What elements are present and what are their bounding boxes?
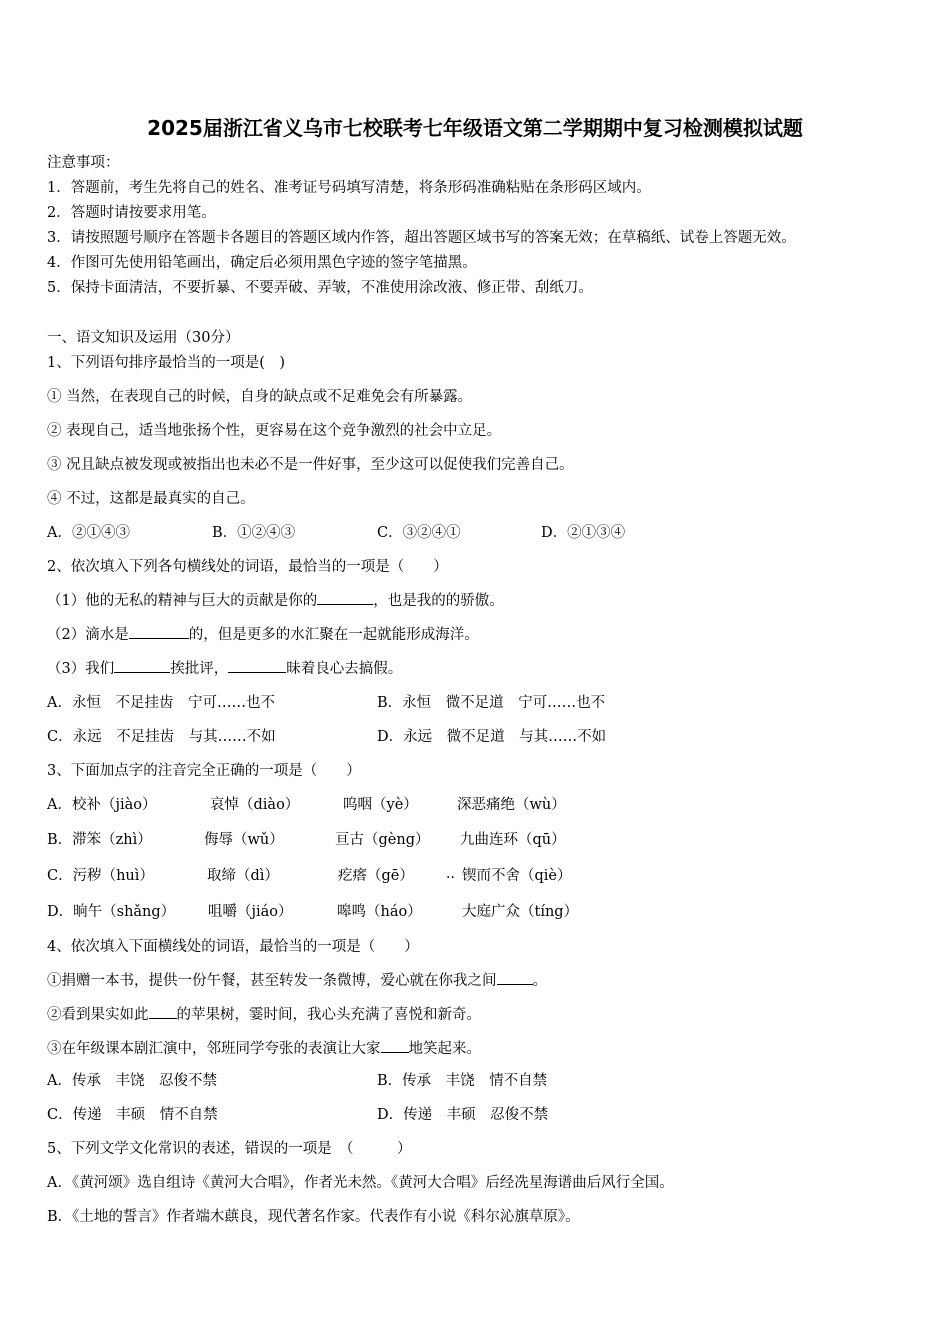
q1-stem: 1、下列语句排序最恰当的一项是( ) xyxy=(47,355,286,371)
fill-blank xyxy=(381,1038,409,1053)
q5-stem: 5、下列文学文化常识的表述，错误的一项是 （ ） xyxy=(47,1141,412,1157)
q2-sentence-2 xyxy=(47,623,479,644)
q3-option-a-word: 深恶痛绝（wù） xyxy=(457,797,566,813)
q4-s1-text-a: ①捐赠一本书，提供一份午餐，甚至转发一条微博，爱心就在你我之间 xyxy=(47,973,497,989)
q4-s3-text-b: 地笑起来。 xyxy=(408,1041,481,1057)
q5-option-a: A．《黄河颂》选自组诗《黄河大合唱》，作者光未然。《黄河大合唱》后经冼星海谱曲后风行全国。 xyxy=(47,1175,674,1191)
q4-stem: 4、依次填入下面横线处的词语，最恰当的一项是（ ） xyxy=(47,939,419,955)
q2-s2-text-a: （2）滴水是 xyxy=(47,627,129,643)
q1-option-a: A．②①④③ xyxy=(47,525,130,541)
q2-option-c: C．永远 不足挂齿 与其……不如 xyxy=(47,729,276,745)
q3-option-c-word: 疙瘩（gē） xyxy=(338,868,414,884)
q2-s3-text-c: 昧着良心去搞假。 xyxy=(286,661,403,677)
q3-option-c-word: 锲而不舍（qiè） xyxy=(462,868,572,884)
q3-option-b-word: 侮辱（wǔ） xyxy=(204,832,284,848)
q1-sentence: ② 表现自己，适当地张扬个性，更容易在这个竞争激烈的社会中立足。 xyxy=(47,423,502,439)
q4-option-b: B．传承 丰饶 情不自禁 xyxy=(377,1073,548,1089)
q3-option-d-word: 嗥鸣（háo） xyxy=(337,904,422,920)
q3-option-d-word: 咀嚼（jiáo） xyxy=(208,904,293,920)
q2-s2-text-b: 的，但是更多的水汇聚在一起就能形成海洋。 xyxy=(188,627,479,643)
q2-sentence-1 xyxy=(47,589,504,610)
q4-option-d: D．传递 丰硕 忍俊不禁 xyxy=(377,1107,549,1123)
q2-s1-text-a: （1）他的无私的精神与巨大的贡献是你的 xyxy=(47,593,318,609)
q4-option-a: A．传承 丰饶 忍俊不禁 xyxy=(47,1073,217,1089)
fill-blank xyxy=(129,624,189,639)
notice-item: 2．答题时请按要求用笔。 xyxy=(47,205,216,221)
notice-item: 5．保持卡面清洁，不要折暴、不要弄破、弄皱，不准使用涂改液、修正带、刮纸刀。 xyxy=(47,280,593,296)
q3-option-c: C．污秽（huì） xyxy=(47,868,154,884)
q4-sentence-3 xyxy=(47,1037,481,1058)
q3-option-b: B．滞笨（zhì） xyxy=(47,832,152,848)
q4-s1-text-b: 。 xyxy=(532,973,547,989)
fill-blank xyxy=(497,970,533,985)
q3-option-a-word: 呜咽（yè） xyxy=(343,797,418,813)
q4-s2-text-a: ②看到果实如此 xyxy=(47,1007,149,1023)
q3-option-d-word: 大庭广众（tíng） xyxy=(462,904,579,920)
q3-option-a: A．校补（jiào） xyxy=(47,797,157,813)
fill-blank xyxy=(114,658,170,673)
q2-option-d: D．永远 微不足道 与其……不如 xyxy=(377,729,607,745)
q4-sentence-1 xyxy=(47,969,547,990)
fill-blank xyxy=(317,590,373,605)
section-heading: 一、语文知识及运用（30分） xyxy=(47,330,240,346)
q3-stem: 3、下面加点字的注音完全正确的一项是（ ） xyxy=(47,763,361,779)
q1-option-b: B．①②④③ xyxy=(212,525,296,541)
q3-option-a-word: 哀悼（diào） xyxy=(210,797,300,813)
q2-s1-text-b: ，也是我的的骄傲。 xyxy=(373,593,504,609)
q2-s3-text-b: 挨批评， xyxy=(170,661,229,677)
emphasis-dots: ·· xyxy=(446,870,455,886)
notice-item: 1．答题前，考生先将自己的姓名、准考证号码填写清楚，将条形码准确粘贴在条形码区域内。 xyxy=(47,180,651,196)
q1-sentence: ④ 不过，这都是最真实的自己。 xyxy=(47,491,255,507)
q5-option-b: B．《土地的誓言》作者端木蕻良，现代著名作家。代表作有小说《科尔沁旗草原》。 xyxy=(47,1209,580,1225)
q1-option-d: D．②①③④ xyxy=(541,525,626,541)
q1-sentence: ③ 况且缺点被发现或被指出也未必不是一件好事，至少这可以促使我们完善自己。 xyxy=(47,457,574,473)
notice-heading: 注意事项： xyxy=(47,155,120,171)
notice-item: 4．作图可先使用铅笔画出，确定后必须用黑色字迹的签字笔描黑。 xyxy=(47,255,477,271)
q2-option-a: A．永恒 不足挂齿 宁可……也不 xyxy=(47,695,275,711)
q2-sentence-3 xyxy=(47,657,402,678)
q3-option-b-word: 亘古（gèng） xyxy=(335,832,430,848)
q1-option-c: C．③②④① xyxy=(377,525,461,541)
q2-option-b: B．永恒 微不足道 宁可……也不 xyxy=(377,695,606,711)
fill-blank xyxy=(228,658,286,673)
q2-s3-text-a: （3）我们 xyxy=(47,661,115,677)
q4-s3-text-a: ③在年级课本剧汇演中，邻班同学夸张的表演让大家 xyxy=(47,1041,381,1057)
q1-sentence: ① 当然，在表现自己的时候，自身的缺点或不足难免会有所暴露。 xyxy=(47,389,473,405)
q2-stem: 2、依次填入下列各句横线处的词语，最恰当的一项是（ ） xyxy=(47,559,448,575)
q3-option-b-word: 九曲连环（qū） xyxy=(460,832,566,848)
q4-s2-text-b: 的苹果树，霎时间，我心头充满了喜悦和新奇。 xyxy=(176,1007,481,1023)
q4-option-c: C．传递 丰硕 情不自禁 xyxy=(47,1107,218,1123)
page-title: 2025届浙江省义乌市七校联考七年级语文第二学期期中复习检测模拟试题 xyxy=(147,116,803,140)
fill-blank xyxy=(149,1004,177,1019)
q4-sentence-2 xyxy=(47,1003,481,1024)
q3-option-c-word: 取缔（dì） xyxy=(207,868,279,884)
q3-option-d: D．晌午（shǎng） xyxy=(47,904,176,920)
notice-item: 3．请按照题号顺序在答题卡各题目的答题区域内作答，超出答题区域书写的答案无效；在草稿纸、试卷上答题无效。 xyxy=(47,230,796,246)
